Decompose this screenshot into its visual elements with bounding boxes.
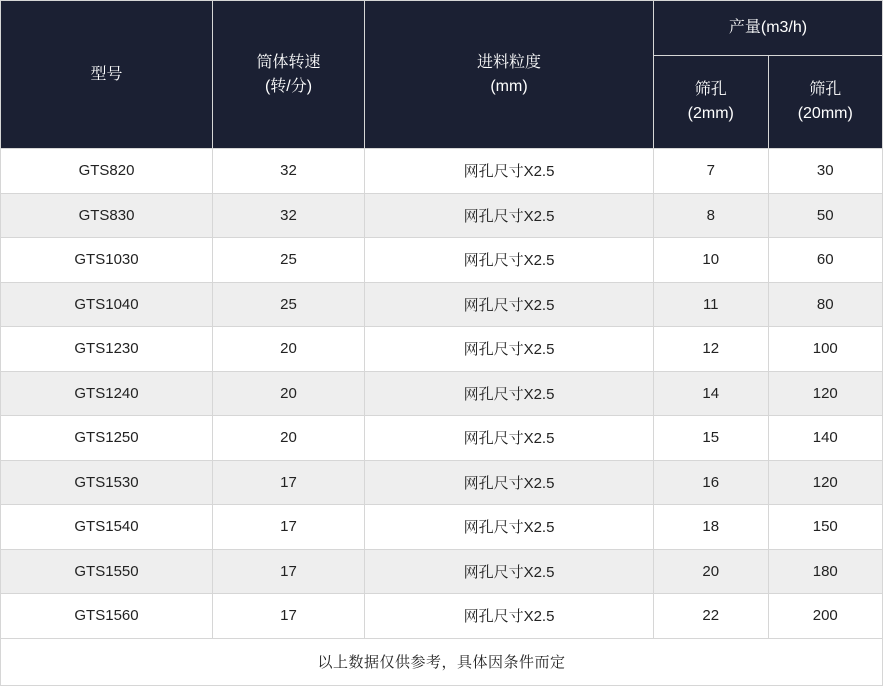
column-header-capacity-group: 产量(m3/h) [654,1,883,56]
cell-sieve-20mm: 30 [768,149,883,194]
cell-model: GTS1230 [1,327,213,372]
cell-speed: 25 [213,238,365,283]
cell-model: GTS820 [1,149,213,194]
cell-feed: 网孔尺寸X2.5 [365,282,654,327]
table-row [1,193,883,238]
cell-sieve-20mm: 120 [768,460,883,505]
cell-speed: 17 [213,505,365,550]
cell-sieve-20mm: 140 [768,416,883,461]
cell-speed: 32 [213,193,365,238]
column-header-sieve-20mm [768,56,883,149]
table-row [1,549,883,594]
cell-feed: 网孔尺寸X2.5 [365,416,654,461]
cell-model: GTS1250 [1,416,213,461]
cell-feed: 网孔尺寸X2.5 [365,149,654,194]
table-row [1,282,883,327]
column-header-speed-line2: (转/分) [264,77,313,95]
cell-sieve-2mm: 20 [654,549,769,594]
column-header-sieve-2mm-line2: (2mm) [687,105,734,122]
table-footer [1,638,883,685]
cell-sieve-20mm: 80 [768,282,883,327]
table-body [1,149,883,639]
cell-sieve-2mm: 12 [654,327,769,372]
column-header-sieve-2mm [654,56,769,149]
cell-feed: 网孔尺寸X2.5 [365,371,654,416]
cell-model: GTS1030 [1,238,213,283]
cell-speed: 20 [213,416,365,461]
footnote-row [1,638,883,685]
cell-sieve-20mm: 100 [768,327,883,372]
column-header-model: 型号 [1,1,213,149]
footnote-text: 以上数据仅供参考，具体因条件而定 [1,638,883,685]
table-row [1,460,883,505]
column-header-feed-line1: 进料粒度 [476,53,541,71]
cell-model: GTS1530 [1,460,213,505]
column-header-feed-line2: (mm) [490,77,528,95]
cell-model: GTS1540 [1,505,213,550]
cell-feed: 网孔尺寸X2.5 [365,505,654,550]
column-header-speed [213,1,365,149]
table-row [1,238,883,283]
table-row [1,371,883,416]
cell-feed: 网孔尺寸X2.5 [365,594,654,639]
cell-sieve-2mm: 15 [654,416,769,461]
table-row [1,594,883,639]
cell-feed: 网孔尺寸X2.5 [365,238,654,283]
cell-sieve-2mm: 18 [654,505,769,550]
cell-speed: 32 [213,149,365,194]
cell-speed: 17 [213,594,365,639]
cell-speed: 20 [213,327,365,372]
cell-feed: 网孔尺寸X2.5 [365,460,654,505]
table-row [1,327,883,372]
table-row [1,416,883,461]
column-header-feed-size [365,1,654,149]
cell-sieve-20mm: 60 [768,238,883,283]
cell-speed: 20 [213,371,365,416]
column-header-sieve-2mm-line1: 筛孔 [694,81,727,98]
cell-speed: 17 [213,460,365,505]
cell-sieve-2mm: 16 [654,460,769,505]
cell-sieve-2mm: 11 [654,282,769,327]
cell-model: GTS1550 [1,549,213,594]
cell-feed: 网孔尺寸X2.5 [365,193,654,238]
cell-speed: 17 [213,549,365,594]
cell-model: GTS1240 [1,371,213,416]
cell-sieve-20mm: 150 [768,505,883,550]
column-header-sieve-20mm-line1: 筛孔 [809,81,842,98]
cell-speed: 25 [213,282,365,327]
cell-sieve-20mm: 120 [768,371,883,416]
cell-sieve-20mm: 50 [768,193,883,238]
cell-feed: 网孔尺寸X2.5 [365,327,654,372]
cell-sieve-20mm: 180 [768,549,883,594]
cell-model: GTS830 [1,193,213,238]
cell-sieve-2mm: 10 [654,238,769,283]
cell-sieve-2mm: 8 [654,193,769,238]
cell-sieve-2mm: 7 [654,149,769,194]
column-header-speed-line1: 筒体转速 [256,53,321,71]
table-header [1,1,883,149]
cell-sieve-2mm: 14 [654,371,769,416]
table-row [1,505,883,550]
cell-model: GTS1560 [1,594,213,639]
cell-sieve-20mm: 200 [768,594,883,639]
table-row [1,149,883,194]
cell-feed: 网孔尺寸X2.5 [365,549,654,594]
cell-model: GTS1040 [1,282,213,327]
column-header-sieve-20mm-line2: (20mm) [797,105,853,122]
header-row-primary [1,1,883,56]
cell-sieve-2mm: 22 [654,594,769,639]
